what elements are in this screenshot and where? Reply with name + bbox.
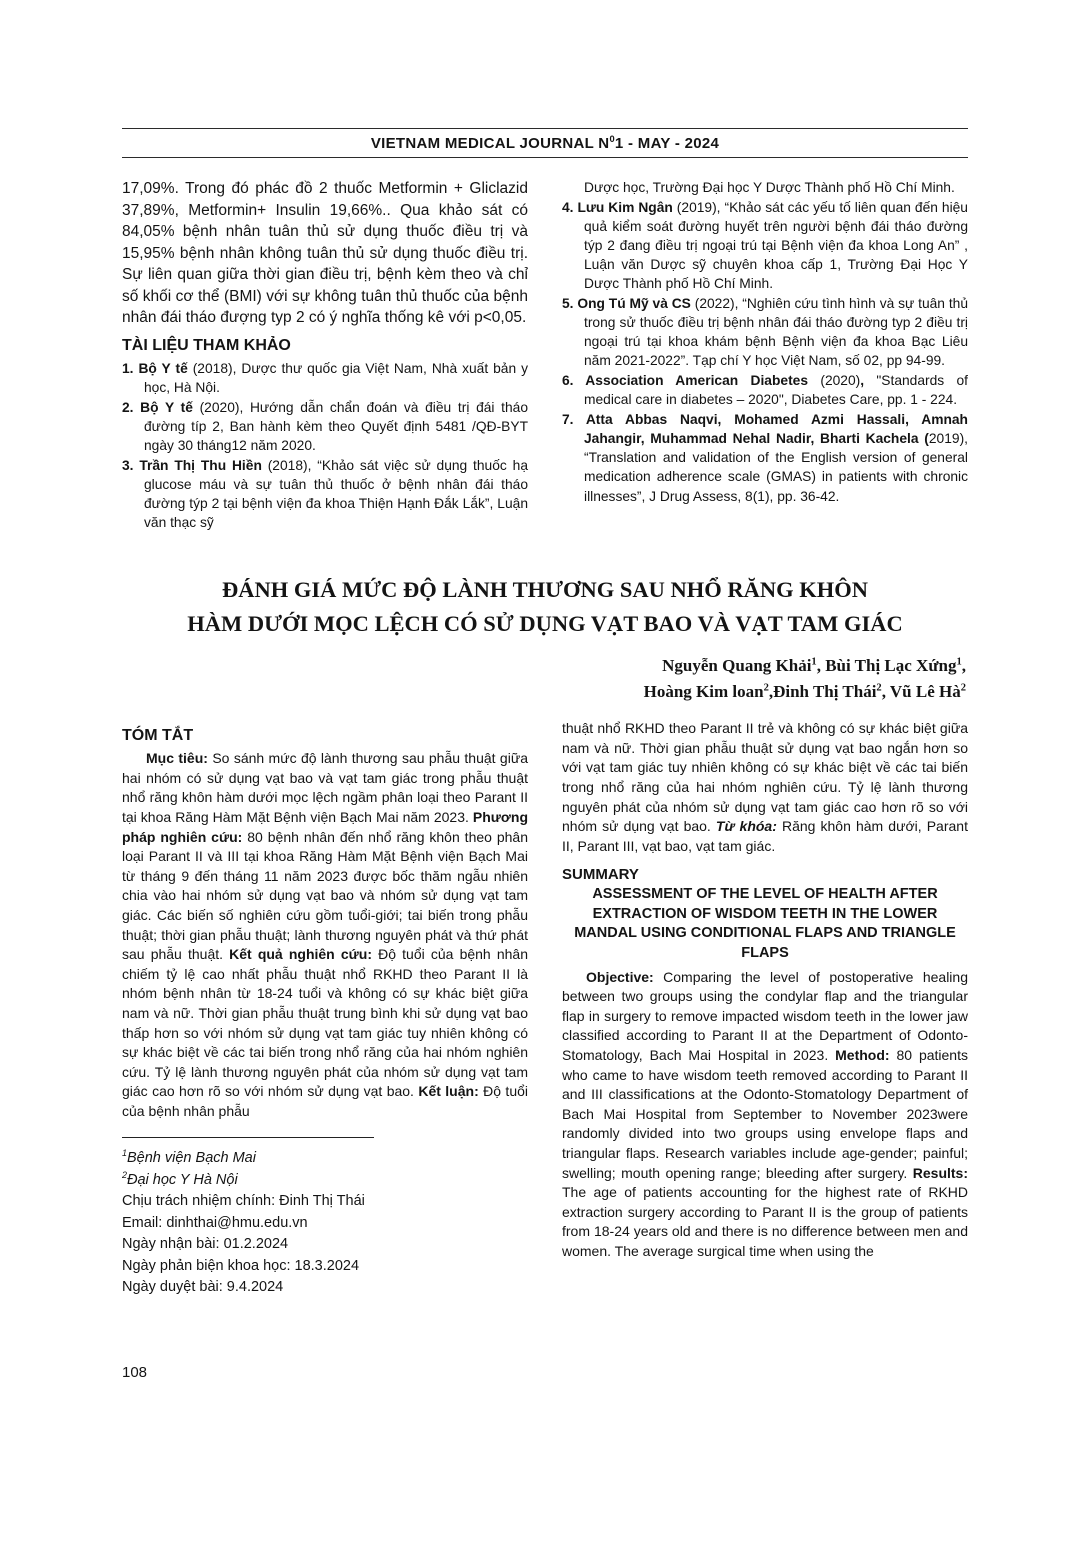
footnote-review-date: Ngày phản biện khoa học: 18.3.2024 bbox=[122, 1257, 360, 1274]
authors-line2: Hoàng Kim loan$^2$,Đinh Thị Thái$^2$, Vũ Lê $Hà^2$ bbox=[643, 681, 966, 701]
abstract-right-column bbox=[562, 719, 968, 1298]
abstract-section bbox=[122, 719, 968, 1298]
footnotes-block bbox=[122, 1137, 528, 1298]
references-heading: TÀI LIỆU THAM KHẢO bbox=[122, 336, 291, 354]
reference-item-3: 3. Trần Thị Thu Hiền (2018), “Khảo sát việc sử dụng thuốc hạ glucose máu và sự tuân thủ thuốc ở bệnh nhân đái tháo đường týp 2 tại bệnh viện đa khoa Thiện Hạnh Đắk Lắk”, Luận văn thạc sỹ bbox=[122, 457, 528, 530]
abstract-vietnamese-continuation: thuật nhổ RKHD theo Parant II trẻ và không có sự khác biệt giữa nam và nữ. Thời gian phẫu thuật sử dụng vạt bao ngắn hơn so với vạt tam giác tuy nhiên không có sự khác biệt về các tai biến trong nhổ răng của hai nhóm nghiên cứu. Tỷ lệ lành thương nguyên phát của nhóm sử dụng vạt tam giác cao hơn rõ so với nhóm sử dụng vạt bao. Từ khóa: Răng khôn hàm dưới, Parant II, Parant III, vạt bao, vạt tam giác. bbox=[562, 720, 968, 854]
summary-heading: SUMMARY bbox=[562, 866, 639, 884]
footnote-email: Email: dinhthai@hmu.edu.vn bbox=[122, 1214, 308, 1231]
references-right-column bbox=[562, 158, 968, 533]
article-title-line1: ĐÁNH GIÁ MỨC ĐỘ LÀNH THƯƠNG SAU NHỔ RĂNG KHÔN bbox=[221, 577, 869, 602]
reference-item-5: 5. Ong Tú Mỹ và CS (2022), “Nghiên cứu tình hình và sự tuân thủ trong sử thuốc điều trị bệnh nhân đái tháo đường typ 2 điều trị ngoại trú tại khoa khám bệnh Bệnh viện đa khoa Bạc Liêu năm 2021-2022”. Tạp chí Y học Việt Nam, số 02, pp 94-99. bbox=[562, 296, 968, 369]
footnote-accepted-date: Ngày duyệt bài: 9.4.2024 bbox=[122, 1279, 284, 1296]
footnote-affiliation-2: $^2$Đại học Y Hà Nội bbox=[122, 1170, 238, 1188]
reference-continuation: Dược học, Trường Đại học Y Dược Thành phố Hồ Chí Minh. bbox=[584, 180, 955, 195]
article1-closing-paragraph: 17,09%. Trong đó phác đồ 2 thuốc Metformin + Gliclazid 37,89%, Metformin+ Insulin 19,66%.. Qua khảo sát có 84,05% bệnh nhân tuân thủ sử dụng thuốc điều trị và 15,95% bệnh nhân không tuân thủ sử dụng thuốc điều trị. Sự liên quan giữa thời gian điều trị, bệnh kèm theo và chỉ số khối cơ thể (BMI) với sự không tuân thủ thuốc của bệnh nhân đái tháo đượng typ 2 có ý nghĩa thống kê với p<0,05. bbox=[122, 180, 528, 327]
references-section bbox=[122, 158, 968, 533]
reference-item-2: 2. Bộ Y tế (2020), Hướng dẫn chẩn đoán và điều trị đái tháo đường típ 2, Ban hành kèm theo Quyết định 5481 /QĐ-BYT ngày 30 tháng12 năm 2020. bbox=[122, 399, 529, 453]
summary-title: ASSESSMENT OF THE LEVEL OF HEALTH AFTER EXTRACTION OF WISDOM TEETH IN THE LOWER MANDAL USING CONDITIONAL FLAPS AND TRIANGLE FLAPS bbox=[574, 886, 956, 962]
article-title bbox=[122, 573, 968, 641]
journal-title: VIETNAM MEDICAL JOURNAL $N^01$ - MAY - 2024 bbox=[370, 134, 720, 152]
footnote-received-date: Ngày nhận bài: 01.2.2024 bbox=[122, 1236, 289, 1253]
abstract-left-column bbox=[122, 719, 528, 1298]
authors-block bbox=[122, 653, 966, 706]
reference-item-7: 7. Atta Abbas Naqvi, Mohamed Azmi Hassali, Amnah Jahangir, Muhammad Nehal Nadir, Bharti Kachela (2019), “Translation and validation of the English version of general medication adherence scale (GMAS) in patients with chronic illnesses”, J Drug Assess, 8(1), pp. 36-42. bbox=[562, 412, 968, 504]
abstract-vietnamese: Mục tiêu: So sánh mức độ lành thương sau phẫu thuật giữa hai nhóm có sử dụng vạt bao và vạt tam giác trong phẫu thuật nhổ răng khôn hàm dưới mọc lệch ngầm phân loại theo Parant II tại khoa Răng Hàm Mặt Bệnh viện Bạch Mai năm 2023. Phương pháp nghiên cứu: 80 bệnh nhân đến nhổ răng khôn theo phân loại Parant II và III tại khoa Răng Hàm Mặt Bệnh viện Bạch Mai từ tháng 9 đến tháng 11 năm 2023 được bốc thăm ngẫu nhiên chia vào hai nhóm sử dụng vạt bao và nhóm sử dụng vạt tam giác. Các biến số nghiên cứu gồm tuổi-giới; tai biến trong phẫu thuật; thời gian phẫu thuật; lành thương nguyên phát và thứ phát sau phẫu thuật. Kết quả nghiên cứu: Độ tuổi của bệnh nhân chiếm tỷ lệ cao nhất phẫu thuật nhổ RKHD theo Parant II là nhóm bệnh nhân từ 18-24 tuổi và không có sự khác biệt giữa nam và nữ. Thời gian phẫu thuật trung bình khi sử dụng vạt bao thấp hơn so với nhóm sử dụng vạt tam giác tuy nhiên không có sự khác biệt về các tai biến trong nhổ răng của hai nhóm nghiên cứu. Tỷ lệ lành thương nguyên phát của nhóm sử dụng vạt tam giác cao hơn rõ so với nhóm sử dụng vạt bao. Kết luận: Độ tuổi của bệnh nhân phẫu bbox=[122, 750, 529, 1119]
reference-item-1: 1. Bộ Y tế (2018), Dược thư quốc gia Việt Nam, Nhà xuất bản y học, Hà Nội. bbox=[122, 360, 528, 395]
abstract-english: Objective: Comparing the level of postoperative healing between two groups using the condylar flap and the triangular flap in surgery to remove impacted wisdom teeth in the lower jaw classified according to Parant II at the Department of Odonto-Stomatology, Bach Mai Hospital in 2023. Method: 80 patients who came to have wisdom teeth removed according to Parant II and III classifications at the Odonto-Stomatology Department of Bach Mai Hospital from September to November 2023were randomly divided into two groups using envelope flaps and triangular flaps. Research variables include age-gender; painful; swelling; mouth opening range; bleeding after surgery. Results: The age of patients accounting for the highest rate of RKHD extraction surgery according to Parant II is the group of patients from 18-24 years old and there is no difference between men and women. The average surgical time when using the bbox=[562, 968, 968, 1259]
references-left-column bbox=[122, 158, 528, 533]
footnote-affiliation-1: $^1$Bệnh viện Bạch Mai bbox=[122, 1148, 256, 1167]
footnote-divider bbox=[122, 1137, 374, 1138]
footnote-corresponding-author: Chịu trách nhiệm chính: Đinh Thị Thái bbox=[122, 1193, 365, 1210]
tomtat-heading: TÓM TẮT bbox=[122, 727, 194, 745]
authors-line1: Nguyễn Quang Khải$^1$, Bùi Thị Lạc Xứng$^1$, bbox=[662, 655, 966, 675]
reference-item-6: 6. Association American Diabetes (2020), "Standards of medical care in diabetes – 2020", Diabetes Care, pp. 1 - 224. bbox=[562, 373, 969, 408]
reference-item-4: 4. Lưu Kim Ngân (2019), “Khảo sát các yếu tố liên quan đến hiệu quả kiểm soát đường huyết trên người bệnh đái tháo đường týp 2 đang điều trị ngoại trú tại Bệnh viện đa khoa Long An” , Luận văn Dược sỹ chuyên khoa cấp 1, Trường Đại Học Y Dược Thành phố Hồ Chí Minh. bbox=[562, 200, 968, 292]
page-number: 108 bbox=[122, 1364, 148, 1381]
journal-header bbox=[122, 128, 968, 158]
article-title-line2: HÀM DƯỚI MỌC LỆCH CÓ SỬ DỤNG VẠT BAO VÀ VẠT TAM GIÁC bbox=[187, 610, 903, 636]
